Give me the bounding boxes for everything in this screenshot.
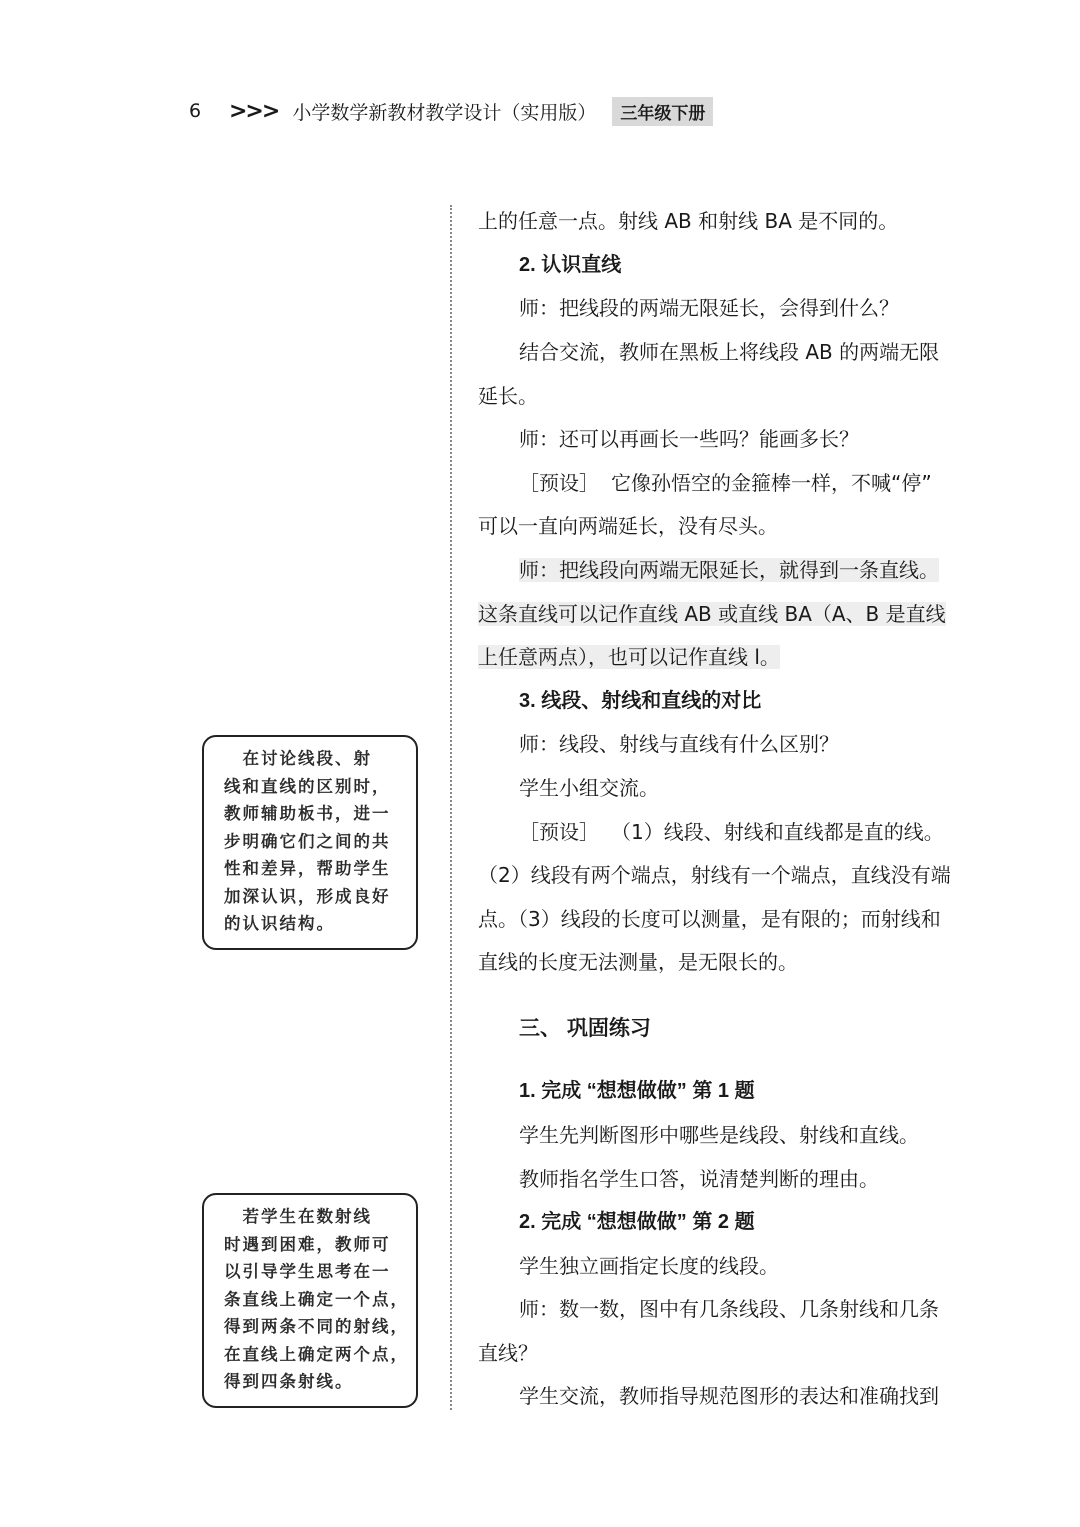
paragraph: 学生小组交流。 bbox=[519, 776, 659, 800]
paragraph: 师：把线段的两端无限延长，会得到什么？ bbox=[519, 296, 899, 320]
highlight-text: 上任意两点），也可以记作直线 l。 bbox=[478, 645, 780, 669]
paragraph bbox=[478, 462, 978, 506]
chevron-icon: >>> bbox=[229, 98, 279, 124]
paragraph: 师：数一数，图中有几条线段、几条射线和几条 bbox=[519, 1297, 939, 1321]
paragraph: 学生先判断图形中哪些是线段、射线和直线。 bbox=[519, 1123, 919, 1147]
paragraph-text: （1）线段、射线和直线都是直的线。 bbox=[611, 820, 944, 844]
paragraph: 学生独立画指定长度的线段。 bbox=[519, 1254, 779, 1278]
highlight-text: 这条直线可以记作直线 AB 或直线 BA（A、B 是直线 bbox=[478, 602, 946, 626]
book-title: 小学数学新教材教学设计（实用版） bbox=[292, 101, 597, 124]
paragraph: 师：线段、射线与直线有什么区别？ bbox=[519, 732, 839, 756]
paragraph: 结合交流，教师在黑板上将线段 AB 的两端无限 bbox=[519, 340, 940, 364]
note-line: 得到两条不同的射线， bbox=[224, 1317, 409, 1336]
margin-note bbox=[202, 735, 418, 950]
note-line: 性和差异，帮助学生 bbox=[224, 859, 391, 878]
grade-badge: 三年级下册 bbox=[612, 97, 713, 126]
note-line: 条直线上确定一个点， bbox=[224, 1289, 409, 1309]
page-number: 6 bbox=[189, 100, 202, 122]
note-line: 以引导学生思考在一 bbox=[224, 1262, 391, 1281]
exercise-title: 2. 完成 “想想做做” 第 2 题 bbox=[519, 1211, 755, 1233]
preset-label: ［预设］ bbox=[519, 471, 599, 495]
highlighted-paragraph bbox=[478, 549, 978, 593]
highlight-text: 师：把线段向两端无限延长，就得到一条直线。 bbox=[519, 558, 939, 582]
dotted-divider bbox=[450, 205, 452, 1410]
paragraph-text: 它像孙悟空的金箍棒一样，不喊“停” bbox=[611, 471, 932, 495]
subheading-compare: 3. 线段、射线和直线的对比 bbox=[519, 690, 762, 712]
note-line: 若学生在数射线 bbox=[224, 1207, 372, 1226]
note-line: 线和直线的区别时， bbox=[224, 776, 391, 796]
paragraph: （2）线段有两个端点，射线有一个端点，直线没有端 bbox=[478, 863, 951, 887]
paragraph: 上的任意一点。射线 AB 和射线 BA 是不同的。 bbox=[478, 209, 899, 233]
paragraph: 可以一直向两端延长，没有尽头。 bbox=[478, 514, 778, 538]
section-heading: 三、 巩固练习 bbox=[519, 1017, 651, 1040]
note-line: 步明确它们之间的共 bbox=[224, 831, 391, 851]
paragraph: 师：还可以再画长一些吗？能画多长？ bbox=[519, 427, 859, 451]
paragraph: 直线？ bbox=[478, 1341, 538, 1365]
note-line: 教师辅助板书，进一 bbox=[224, 804, 391, 823]
note-line: 得到四条射线。 bbox=[224, 1372, 354, 1391]
preset-label: ［预设］ bbox=[519, 820, 599, 844]
paragraph: 延长。 bbox=[478, 384, 538, 408]
note-line: 的认识结构。 bbox=[224, 914, 335, 933]
paragraph: 直线的长度无法测量，是无限长的。 bbox=[478, 950, 798, 974]
exercise-title: 1. 完成 “想想做做” 第 1 题 bbox=[519, 1080, 755, 1102]
subheading-line: 2. 认识直线 bbox=[519, 254, 622, 276]
paragraph: 教师指名学生口答，说清楚判断的理由。 bbox=[519, 1167, 879, 1191]
paragraph: 学生交流，教师指导规范图形的表达和准确找到 bbox=[519, 1384, 939, 1408]
margin-note bbox=[202, 1193, 418, 1408]
note-line: 时遇到困难，教师可 bbox=[224, 1234, 391, 1254]
paragraph bbox=[478, 811, 978, 855]
note-line: 在直线上确定两个点， bbox=[224, 1344, 409, 1364]
highlighted-paragraph bbox=[478, 593, 978, 637]
note-line: 在讨论线段、射 bbox=[224, 749, 372, 768]
page-header bbox=[189, 94, 713, 128]
paragraph: 点。（3）线段的长度可以测量，是有限的；而射线和 bbox=[478, 907, 941, 931]
note-line: 加深认识，形成良好 bbox=[224, 886, 391, 906]
highlighted-paragraph bbox=[478, 636, 978, 680]
